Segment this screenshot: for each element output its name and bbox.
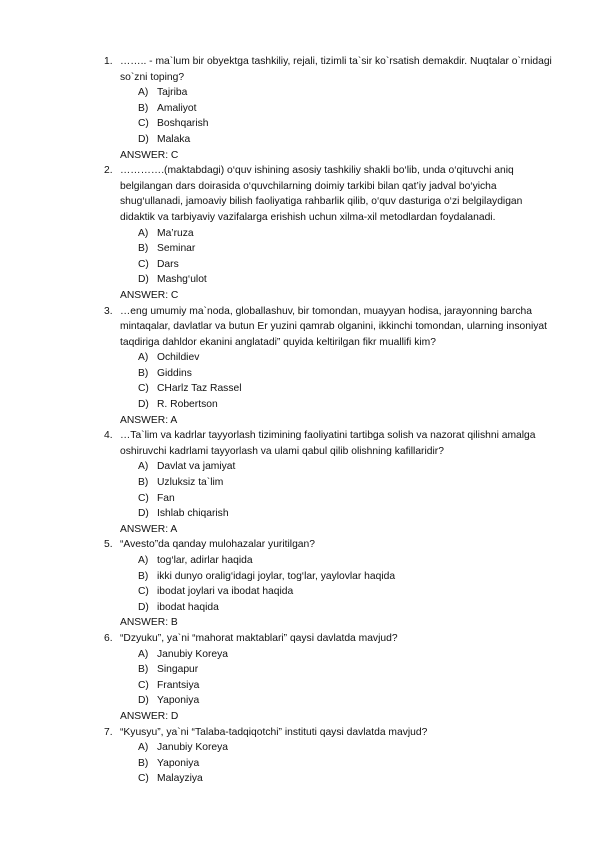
option-item [0,647,596,663]
answer-line: ANSWER: B [120,617,178,629]
option-text: Malayziya [157,773,203,785]
option-text: Janubiy Koreya [157,742,228,754]
option-text: Ma’ruza [157,227,194,239]
option-item [0,600,596,616]
document-body [0,54,596,787]
option-item [0,678,596,694]
option-text: CHarlz Taz Rassel [157,383,242,395]
option-letter: C) [138,258,149,270]
option-item [0,475,596,491]
option-list [0,740,596,787]
question-text: “Avesto”da qanday mulohazalar yuritilgan? [120,539,315,551]
option-list [0,350,596,412]
answer-line: ANSWER: C [120,289,179,301]
question-item [0,163,596,303]
question-text: ………….(maktabdagi) o‘quv ishining asosiy tashkiliy shakli bo‘lib, unda o‘qituvchi aniq belgilangan dars doirasida o‘quvchilarning doimiy tarkibi bilan qat’iy jadval bo‘yicha shug‘ullanadi, jamoaviy bilish faoliyatiga rahbarlik qilib, o‘quv dasturiga o‘zi belgilaydigan didaktik va tarbiyaviy vazifalarga erishish uchun xilma-xil metodlardan foydalanadi. [120,165,523,223]
option-item [0,226,596,242]
option-text: Malaka [157,133,191,145]
option-letter: A) [138,87,149,99]
option-list [0,85,596,147]
option-text: Fan [157,492,175,504]
question-number: 5. [104,539,113,551]
option-letter: C) [138,118,149,130]
option-letter: C) [138,679,149,691]
option-letter: C) [138,586,149,598]
option-item [0,272,596,288]
option-item [0,397,596,413]
option-item [0,350,596,366]
option-text: Frantsiya [157,679,200,691]
option-letter: A) [138,352,149,364]
option-letter: C) [138,773,149,785]
question-item [0,54,596,163]
option-item [0,101,596,117]
question-item [0,304,596,429]
option-text: Dars [157,258,179,270]
option-text: Giddins [157,367,192,379]
option-list [0,647,596,709]
option-text: Yaponiya [157,695,200,707]
option-item [0,491,596,507]
question-number: 7. [104,726,113,738]
question-item [0,537,596,631]
option-item [0,459,596,475]
question-number: 3. [104,305,113,317]
option-item [0,116,596,132]
option-letter: B) [138,664,149,676]
option-letter: D) [138,133,149,145]
option-text: ibodat joylari va ibodat haqida [157,586,294,598]
option-letter: A) [138,555,149,566]
option-text: ikki dunyo oralig‘idagi joylar, tog‘lar, yaylovlar haqida [157,570,396,582]
option-letter: B) [138,477,149,489]
option-item [0,132,596,148]
option-letter: B) [138,367,149,379]
option-letter: A) [138,461,149,473]
option-item [0,693,596,709]
option-item [0,569,596,585]
question-item [0,631,596,725]
option-item [0,756,596,772]
option-item [0,241,596,257]
option-item [0,553,596,569]
answer-line: ANSWER: A [120,523,178,535]
option-text: Tajriba [157,87,188,99]
option-text: Boshqarish [157,118,209,130]
option-list [0,553,596,615]
answer-line: ANSWER: C [120,149,179,161]
option-text: R. Robertson [157,399,218,411]
option-item [0,366,596,382]
option-letter: A) [138,742,149,754]
question-text: “Kyusyu”, ya`ni “Talaba-tadqiqotchi” instituti qaysi davlatda mavjud? [120,726,428,738]
option-text: Janubiy Koreya [157,648,228,660]
option-text: ibodat haqida [157,601,219,613]
option-letter: B) [138,757,149,769]
question-item [0,428,596,537]
option-text: Davlat va jamiyat [157,461,236,473]
option-text: Singapur [157,664,199,676]
answer-line: ANSWER: D [120,710,179,722]
option-text: Amaliyot [157,102,197,114]
question-text: …….. - ma`lum bir obyektga tashkiliy, rejali, tizimli ta`sir ko`rsatish demakdir. Nuqtalar o`rnidagi so`zni toping? [120,56,552,83]
option-letter: C) [138,492,149,504]
answer-line: ANSWER: A [120,414,178,426]
question-item [0,725,596,787]
option-letter: C) [138,383,149,395]
option-letter: D) [138,601,149,613]
question-number: 2. [104,165,113,177]
option-letter: D) [138,695,149,707]
option-text: Uzluksiz ta`lim [157,477,224,489]
question-text: …eng umumiy ma`noda, globallashuv, bir tomondan, muayyan hodisa, jarayonning barcha mintaqalar, davlatlar va butun Er yuzini qamrab olganini, ikkinchi tomondan, ularning insoniyat taqdiriga dahldor ekanini anglatadi” quyida keltirilgan fikr muallifi kim? [120,305,547,348]
option-text: tog‘lar, adirlar haqida [157,555,253,566]
option-letter: A) [138,648,149,660]
option-text: Mashg‘ulot [157,274,207,286]
question-number: 1. [104,56,113,67]
option-list [0,226,596,288]
option-text: Seminar [157,243,196,255]
option-letter: A) [138,227,149,239]
option-item [0,85,596,101]
option-item [0,740,596,756]
option-text: Ochildiev [157,352,200,364]
question-text: “Dzyuku”, ya`ni “mahorat maktablari” qaysi davlatda mavjud? [120,632,398,644]
option-text: Yaponiya [157,757,200,769]
question-number: 4. [104,430,113,442]
option-item [0,584,596,600]
option-letter: D) [138,399,149,411]
option-letter: B) [138,570,149,582]
option-list [0,459,596,521]
option-letter: B) [138,102,149,114]
question-number: 6. [104,632,113,644]
option-letter: B) [138,243,149,255]
option-item [0,381,596,397]
question-text: …Ta`lim va kadrlar tayyorlash tizimining faoliyatini tartibga solish va nazorat qilishni amalga oshiruvchi kadrlami tayyorlash va ulami qabul qilib olishning kafillaridir? [120,430,536,457]
option-text: Ishlab chiqarish [157,508,229,520]
option-item [0,662,596,678]
option-item [0,257,596,273]
option-item [0,771,596,787]
option-letter: D) [138,274,149,286]
option-letter: D) [138,508,149,520]
option-item [0,506,596,522]
